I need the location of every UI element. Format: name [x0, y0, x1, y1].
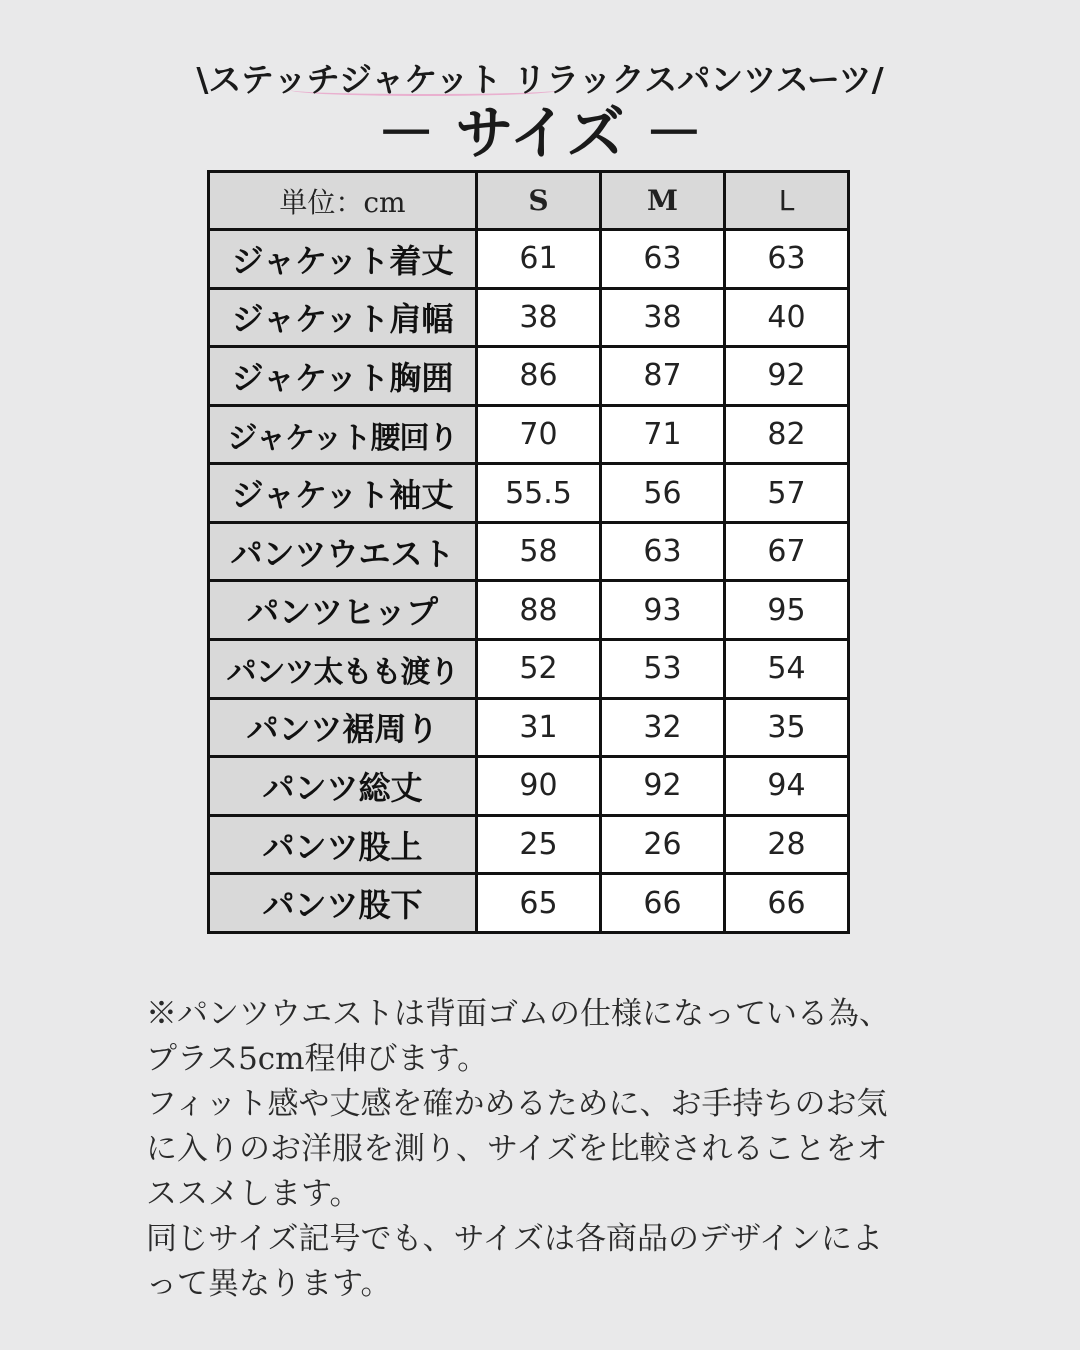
value-cell: 26 — [601, 815, 725, 874]
row-label: ジャケット胸囲 — [209, 347, 477, 406]
table-row — [209, 757, 849, 816]
value-cell: 92 — [601, 757, 725, 816]
value-cell: 86 — [477, 347, 601, 406]
value-cell: 65 — [477, 874, 601, 933]
value-cell: 38 — [601, 288, 725, 347]
note-line: ススメします。 — [146, 1176, 361, 1212]
value-cell: 87 — [601, 347, 725, 406]
size-header-m: M — [601, 172, 725, 230]
size-notes — [146, 992, 946, 1307]
row-label: ジャケット腰回り — [209, 405, 477, 464]
value-cell: 52 — [477, 640, 601, 699]
table-row — [209, 230, 849, 289]
value-cell: 71 — [601, 405, 725, 464]
row-label: ジャケット着丈 — [209, 230, 477, 289]
size-chart-table — [207, 170, 850, 934]
value-cell: 57 — [725, 464, 849, 523]
table-row — [209, 698, 849, 757]
note-line: フィット感や丈感を確かめるために、お手持ちのお気 — [146, 1086, 888, 1122]
table-row — [209, 815, 849, 874]
row-label: ジャケット肩幅 — [209, 288, 477, 347]
value-cell: 66 — [725, 874, 849, 933]
table-row — [209, 874, 849, 933]
value-cell: 58 — [477, 522, 601, 581]
row-label: パンツ股上 — [209, 815, 477, 874]
value-cell: 25 — [477, 815, 601, 874]
value-cell: 61 — [477, 230, 601, 289]
row-label: パンツ総丈 — [209, 757, 477, 816]
value-cell: 92 — [725, 347, 849, 406]
table-row — [209, 288, 849, 347]
value-cell: 93 — [601, 581, 725, 640]
row-label: パンツヒップ — [209, 581, 477, 640]
value-cell: 56 — [601, 464, 725, 523]
row-label: パンツ裾周り — [209, 698, 477, 757]
note-line: 同じサイズ記号でも、サイズは各商品のデザインによ — [146, 1221, 883, 1257]
table-row — [209, 405, 849, 464]
value-cell: 82 — [725, 405, 849, 464]
product-subtitle: \ステッチジャケット リラックスパンツスーツ/ — [196, 60, 884, 99]
row-label: ジャケット袖丈 — [209, 464, 477, 523]
value-cell: 66 — [601, 874, 725, 933]
value-cell: 95 — [725, 581, 849, 640]
value-cell: 63 — [601, 230, 725, 289]
table-row — [209, 581, 849, 640]
table-row — [209, 464, 849, 523]
value-cell: 63 — [601, 522, 725, 581]
table-header-row — [209, 172, 849, 230]
value-cell: 88 — [477, 581, 601, 640]
note-line: に入りのお洋服を測り、サイズを比較されることをオ — [146, 1131, 888, 1167]
value-cell: 94 — [725, 757, 849, 816]
table-row — [209, 347, 849, 406]
value-cell: 90 — [477, 757, 601, 816]
size-header-s: S — [477, 172, 601, 230]
size-header-l: L — [725, 172, 849, 230]
note-line: ※パンツウエストは背面ゴムの仕様になっている為、 — [146, 996, 890, 1032]
value-cell: 38 — [477, 288, 601, 347]
value-cell: 28 — [725, 815, 849, 874]
value-cell: 32 — [601, 698, 725, 757]
table-row — [209, 522, 849, 581]
row-label: パンツ股下 — [209, 874, 477, 933]
value-cell: 67 — [725, 522, 849, 581]
value-cell: 55.5 — [477, 464, 601, 523]
table-row — [209, 640, 849, 699]
value-cell: 40 — [725, 288, 849, 347]
unit-label: 単位：cm — [209, 172, 477, 230]
value-cell: 54 — [725, 640, 849, 699]
value-cell: 63 — [725, 230, 849, 289]
value-cell: 53 — [601, 640, 725, 699]
note-line: プラス5cm程伸びます。 — [146, 1041, 489, 1077]
value-cell: 35 — [725, 698, 849, 757]
row-label: パンツウエスト — [209, 522, 477, 581]
note-line: って異なります。 — [146, 1266, 392, 1302]
page-title: － サイズ － — [377, 99, 703, 167]
value-cell: 31 — [477, 698, 601, 757]
value-cell: 70 — [477, 405, 601, 464]
row-label: パンツ太もも渡り — [209, 640, 477, 699]
